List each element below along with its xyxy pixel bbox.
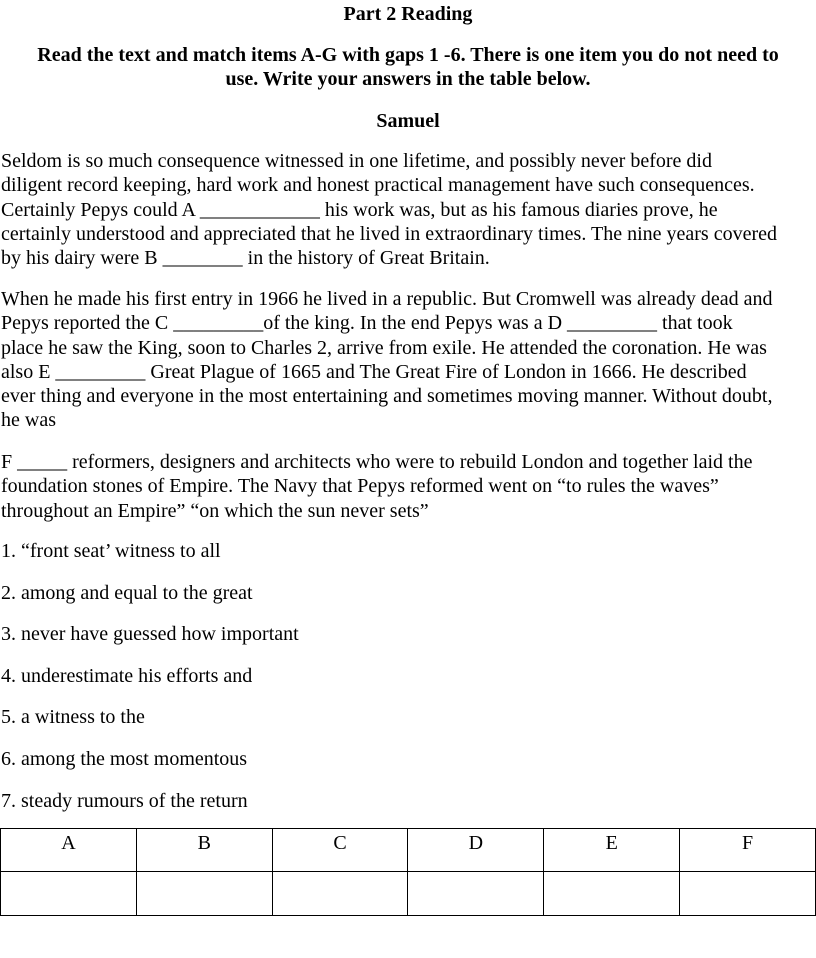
text-title: Samuel: [376, 110, 440, 132]
answer-header-a: A: [1, 829, 137, 872]
part-title: Part 2 Reading: [343, 3, 473, 25]
option-item-2: 2. among and equal to the great: [1, 582, 253, 604]
passage-line: Seldom is so much consequence witnessed in one lifetime, and possibly never before did: [1, 150, 712, 172]
answer-header-b: B: [136, 829, 272, 872]
answer-cell-d[interactable]: [408, 872, 544, 916]
answer-header-c: C: [272, 829, 408, 872]
answer-header-e: E: [544, 829, 680, 872]
instruction-line-1: Read the text and match items A-G with gaps 1 -6. There is one item you do not need to: [37, 44, 779, 66]
answer-cell-b[interactable]: [136, 872, 272, 916]
answer-table-header-row: [1, 829, 816, 872]
option-item-6: 6. among the most momentous: [1, 748, 248, 770]
option-item-5: 5. a witness to the: [1, 706, 145, 728]
option-item-3: 3. never have guessed how important: [1, 623, 299, 645]
passage-line: throughout an Empire” “on which the sun never sets”: [1, 499, 429, 522]
passage-line-gap-a: Certainly Pepys could A ____________ his work was, but as his famous diaries prove, he: [1, 198, 718, 221]
option-item-4: 4. underestimate his efforts and: [1, 665, 253, 687]
answer-cell-a[interactable]: [1, 872, 137, 916]
passage-line-gap-e: also E _________ Great Plague of 1665 and The Great Fire of London in 1666. He described: [1, 360, 747, 383]
passage-paragraph-2: [1, 287, 816, 433]
passage-line: place he saw the King, soon to Charles 2, arrive from exile. He attended the coronation. He was: [1, 336, 767, 359]
option-item-7: 7. steady rumours of the return: [1, 790, 248, 812]
passage-line-gap-b: by his dairy were B ________ in the history of Great Britain.: [1, 247, 490, 270]
answer-table-answer-row: [1, 872, 816, 916]
answer-cell-f[interactable]: [680, 872, 816, 916]
answer-table: [0, 828, 816, 916]
passage-line: foundation stones of Empire. The Navy that Pepys reformed went on “to rules the waves”: [1, 475, 719, 498]
option-item-1: 1. “front seat’ witness to all: [1, 540, 221, 562]
passage-line-gap-f: F _____ reformers, designers and architects who were to rebuild London and together laid the: [1, 451, 753, 473]
instruction-line-2: use. Write your answers in the table below.: [225, 68, 591, 90]
answer-header-d: D: [408, 829, 544, 872]
answer-header-f: F: [680, 829, 816, 872]
answer-cell-e[interactable]: [544, 872, 680, 916]
passage-line: When he made his first entry in 1966 he lived in a republic. But Cromwell was already dead and: [1, 288, 773, 310]
passage-line: ever thing and everyone in the most entertaining and sometimes moving manner. Without doubt,: [1, 385, 773, 408]
passage-paragraph-3: [1, 450, 816, 523]
passage-line-gap-c-d: Pepys reported the C _________of the king. In the end Pepys was a D _________ that took: [1, 312, 733, 335]
answer-cell-c[interactable]: [272, 872, 408, 916]
passage-line: diligent record keeping, hard work and honest practical management have such consequences.: [1, 174, 755, 197]
passage-line: he was: [1, 409, 56, 432]
passage-paragraph-1: [1, 149, 816, 270]
passage-line: certainly understood and appreciated that he lived in extraordinary times. The nine years covered: [1, 222, 777, 245]
